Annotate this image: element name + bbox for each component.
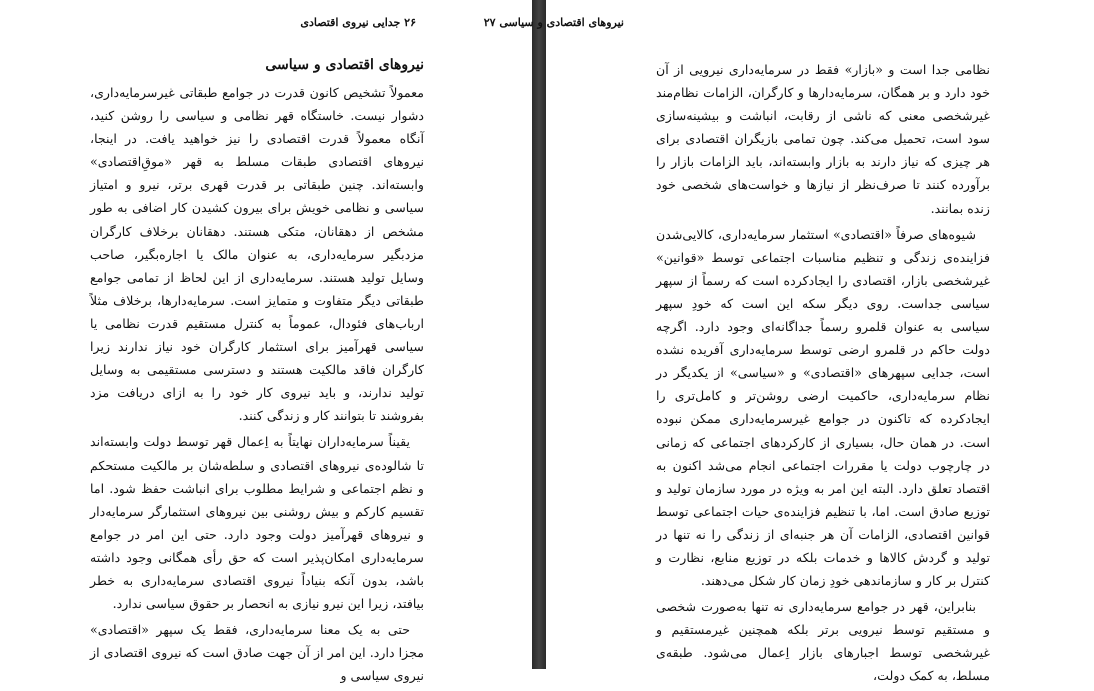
left-body-text (90, 54, 424, 690)
section-title: نیروهای اقتصادی و سیاسی (265, 57, 424, 73)
paragraph: حتی به یک معنا سرمایه‌داری، فقط یک سپهر «اقتصادی» مجزا دارد. این امر از آن جهت صادق است که نیروی اقتصادی از نیروی سیاسی و (90, 622, 424, 684)
paragraph: نظامی جدا است و «بازار» فقط در سرمایه‌داری نیرویی از آن خود دارد و بر همگان، سرمایه‌دارها و کارگران، الزامات نظام‌مند غیرشخصی معنی که ناشی از رقابت، انباشت و بیشینه‌سازی سود است، تحمیل می‌کند. چون تمامی بازیگران اقتصادی برای هر چیزی که نیاز دارند به بازار وابسته‌اند، باید الزامات بازار را برآورده کنند تا صرف‌نظر از نیازها و خواست‌های شخصی خود زنده بمانند. (656, 62, 990, 216)
paragraph: معمولاً تشخیص کانون قدرت در جوامع طبقاتی غیرسرمایه‌داری، دشوار نیست. خاستگاه قهر نظامی و سیاسی را روشن کنید، آنگاه معمولاً قدرت اقتصادی را نیز خواهید یافت. در اینجا، نیروهای اقتصادی طبقات مسلط به قهر «موقِ‌اقتصادی» وابسته‌اند. چنین طبقاتی بر قدرت قهری برتر، نیرو و امتیاز سیاسی و نظامی خویش برای بیرون کشیدن کار اضافی به طور مشخص از دهقانان، متکی هستند. دهقانان برخلاف کارگران مزدبگیر سرمایه‌داری، به عنوان مالک یا اجاره‌بگیر، صاحب وسایل تولید هستند. سرمایه‌داری از این لحاظ از تمامی جوامع طبقاتی دیگر متفاوت و متمایز است. سرمایه‌دارها، برخلاف مثلاً ارباب‌های فئودال، عموماً به کنترل مستقیم قدرت نظامی یا سیاسی قهرآمیز برای استثمار کارگران خود نیاز ندارند زیرا کارگران فاقد مالکیت هستند و دسترسی مستقیمی به وسایل تولید ندارند، و باید نیروی کار خود را به ازای دریافت مزد بفروشند تا بتوانند کار و زندگی کنند. (90, 85, 424, 424)
left-running-header: ۲۶ جدایی نیروی اقتصادی (300, 16, 416, 29)
paragraph: یقیناً سرمایه‌داران نهایتاً به اِعمال قهر توسط دولت وابسته‌اند تا شالوده‌ی نیروهای اقتصادی و سلطه‌شان بر مالکیت مستحکم و نظم اجتماعی و شرایط مطلوب برای انباشت حفظ شود. اما تقسیم کارکم و بیش روشنی بین نیروهای استثمارگر سرمایه‌دار و نیروهای قهرآمیز دولت وجود دارد. حتی این امر در جوامع سرمایه‌داری امکان‌پذیر است که حق رأی همگانی وجود داشته باشد، بدون آنکه بنیاداً نیروی اقتصادی سرمایه‌داری به خطر بیافتد، زیرا این نیرو نیازی به انحصار بر حقوق سیاسی ندارد. (90, 434, 424, 612)
right-running-header: نیروهای اقتصادی و سیاسی ۲۷ (483, 16, 624, 29)
left-page (0, 0, 532, 684)
paragraph: شیوه‌های صرفاً «اقتصادی» استثمار سرمایه‌داری، کالایی‌شدن فزاینده‌ی زندگی و تنظیم مناسبات اجتماعی توسط «قوانین» غیرشخصی بازار، اقتصادی را ایجادکرده است که رسماً از سپهر سیاسی جداست. روی دیگر سکه این است که خودِ سپهر سیاسی به عنوان قلمرو رسماً جداگانه‌ای وجود دارد. اگرچه دولت حاکم در قلمرو ارضی توسط سرمایه‌داری آفریده نشده است، جدایی سپهرهای «اقتصادی» و «سیاسی» از یکدیگر در نظام سرمایه‌داری، حاکمیت ارضی روشن‌تر و کامل‌تری را ایجادکرده که تاکنون در جوامع غیرسرمایه‌داری ممکن نبوده است. در همان حال، بسیاری از کارکردهای اجتماعی که زمانی در چارچوب دولت یا مقررات اجتماعی انجام می‌شد اکنون به اقتصاد تعلق دارد. البته این امر به ویژه در مورد سازمان تولید و توزیع صادق است. اما، با تنظیم فزاینده‌ی حیات اجتماعی توسط قوانین اقتصادی، الزامات آن هر جنبه‌ای از زندگی را نه تنها در تولید و گردش کالاها و خدمات بلکه در توزیع منابع، نظارت و کنترل بر کار و سازماندهی خودِ زمان کار شکل می‌دهند. (656, 226, 990, 589)
paragraph: بنابراین، قهر در جوامع سرمایه‌داری نه تنها به‌صورت شخصی و مستقیم توسط نیرویی برتر بلکه همچنین غیرمستقیم و غیرشخصی توسط اجبارهای بازار اِعمال می‌شود. طبقه‌ی مسلط، به کمک دولت، (656, 599, 990, 684)
right-page (483, 0, 1094, 684)
book-spine (532, 0, 546, 669)
right-body-text (656, 58, 990, 691)
